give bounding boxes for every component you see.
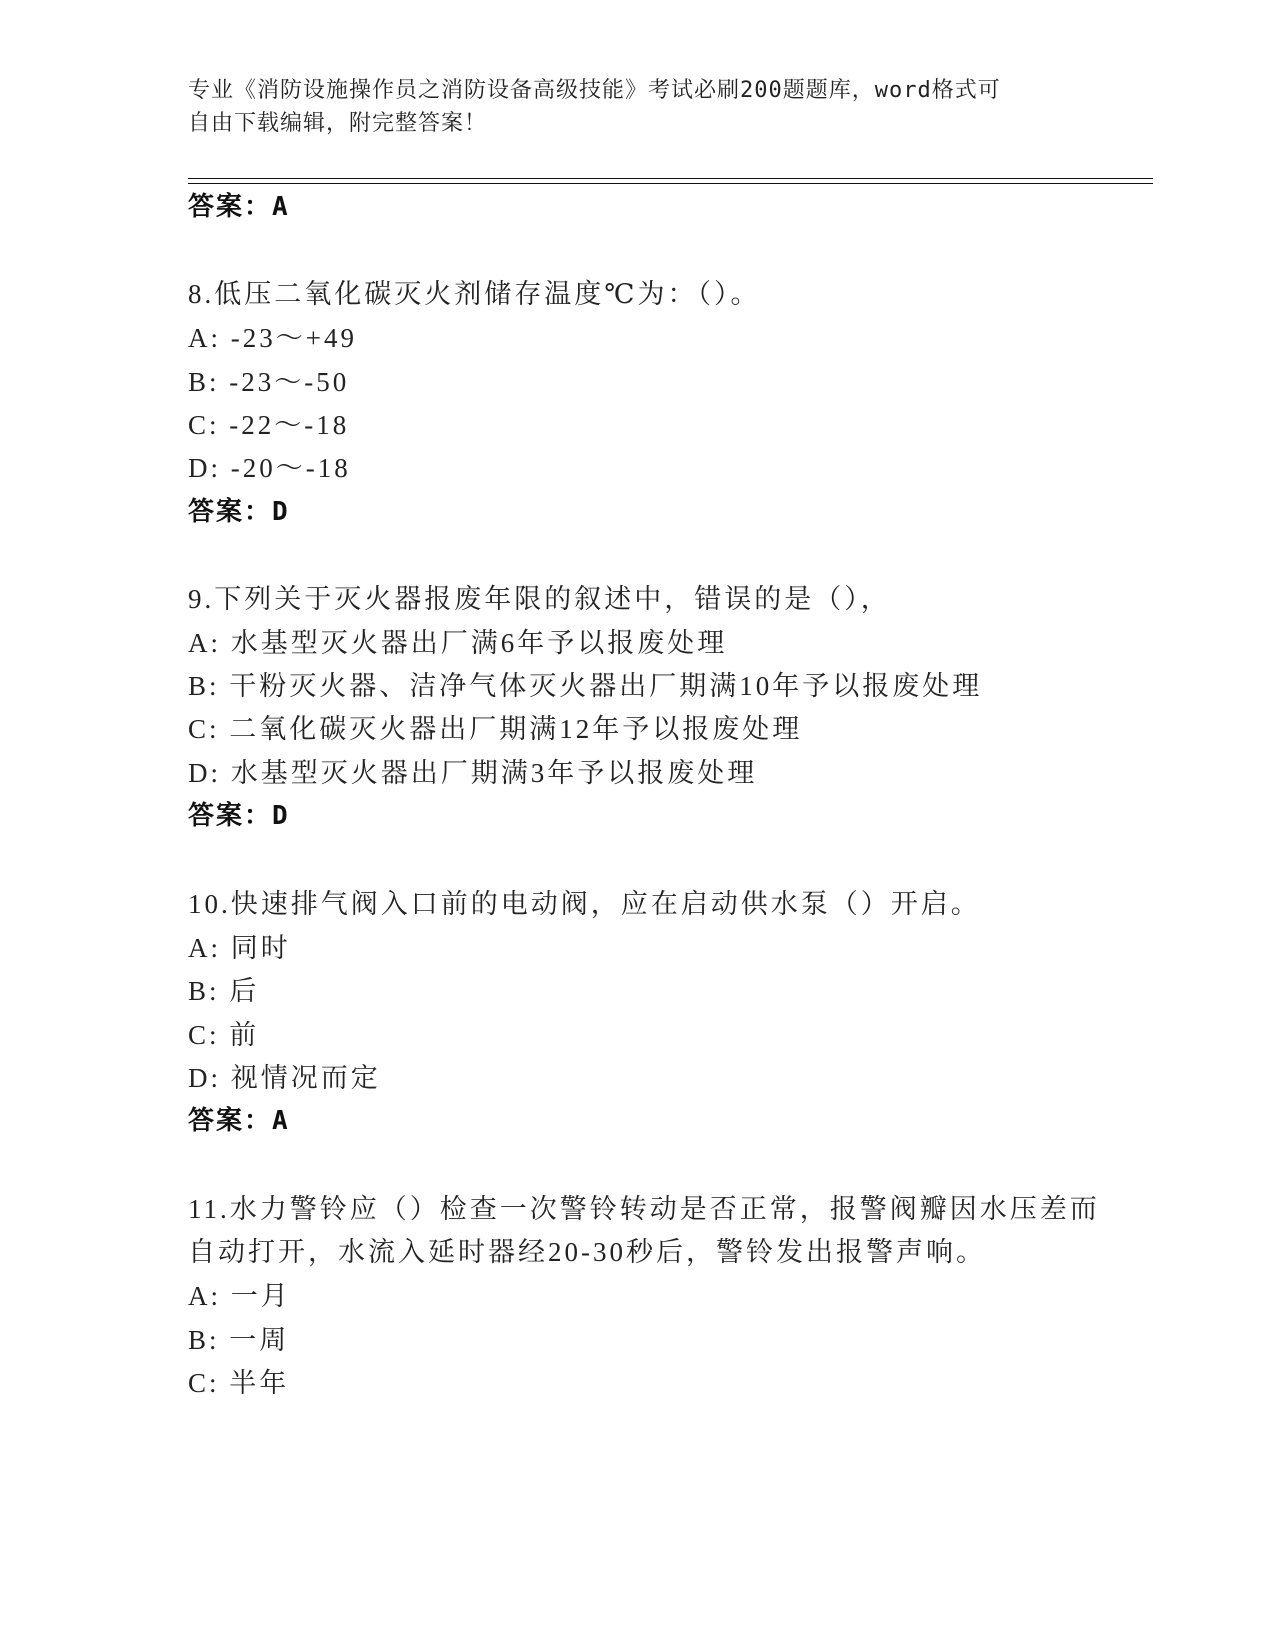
question-11-option-b: B: 一周 (188, 1325, 290, 1355)
question-9-option-b: B: 干粉灭火器、洁净气体灭火器出厂期满10年予以报废处理 (188, 671, 983, 701)
document-header (188, 74, 1068, 140)
question-8-option-c: C: -22～-18 (188, 410, 350, 440)
question-10-option-b: B: 后 (188, 976, 260, 1006)
question-8-answer: 答案：D (188, 497, 290, 527)
question-9-answer: 答案：D (188, 801, 290, 831)
question-11-option-a: A: 一月 (188, 1281, 291, 1311)
question-8-option-a: A: -23～+49 (188, 323, 357, 353)
question-10-stem: 10.快速排气阀入口前的电动阀，应在启动供水泵（）开启。 (188, 889, 981, 919)
header-divider-bottom (188, 183, 1153, 184)
question-9-stem: 9.下列关于灭火器报废年限的叙述中，错误的是（）， (188, 584, 891, 614)
question-10-option-c: C: 前 (188, 1020, 260, 1050)
question-10-option-a: A: 同时 (188, 933, 291, 963)
question-10-answer: 答案：A (188, 1106, 290, 1136)
question-11-option-c: C: 半年 (188, 1368, 290, 1398)
question-11-stem-line-1: 11.水力警铃应（）检查一次警铃转动是否正常，报警阀瓣因水压差而 (188, 1194, 1100, 1224)
question-9-option-c: C: 二氧化碳灭火器出厂期满12年予以报废处理 (188, 714, 803, 744)
question-11-stem-line-2: 自动打开，水流入延时器经20-30秒后，警铃发出报警声响。 (188, 1237, 986, 1267)
header-divider-top (188, 178, 1153, 179)
header-line-1: 专业《消防设施操作员之消防设备高级技能》考试必刷200题题库，word格式可 (188, 78, 1001, 103)
question-10-option-d: D: 视情况而定 (188, 1063, 381, 1093)
header-line-2: 自由下载编辑，附完整答案！ (188, 111, 488, 136)
question-8-option-d: D: -20～-18 (188, 453, 351, 483)
question-9-option-d: D: 水基型灭火器出厂期满3年予以报废处理 (188, 758, 758, 788)
question-8-option-b: B: -23～-50 (188, 367, 350, 397)
question-8-stem: 8.低压二氧化碳灭火剂储存温度℃为：（）。 (188, 279, 761, 309)
answer-prev: 答案：A (188, 192, 290, 222)
question-9-option-a: A: 水基型灭火器出厂满6年予以报废处理 (188, 628, 728, 658)
